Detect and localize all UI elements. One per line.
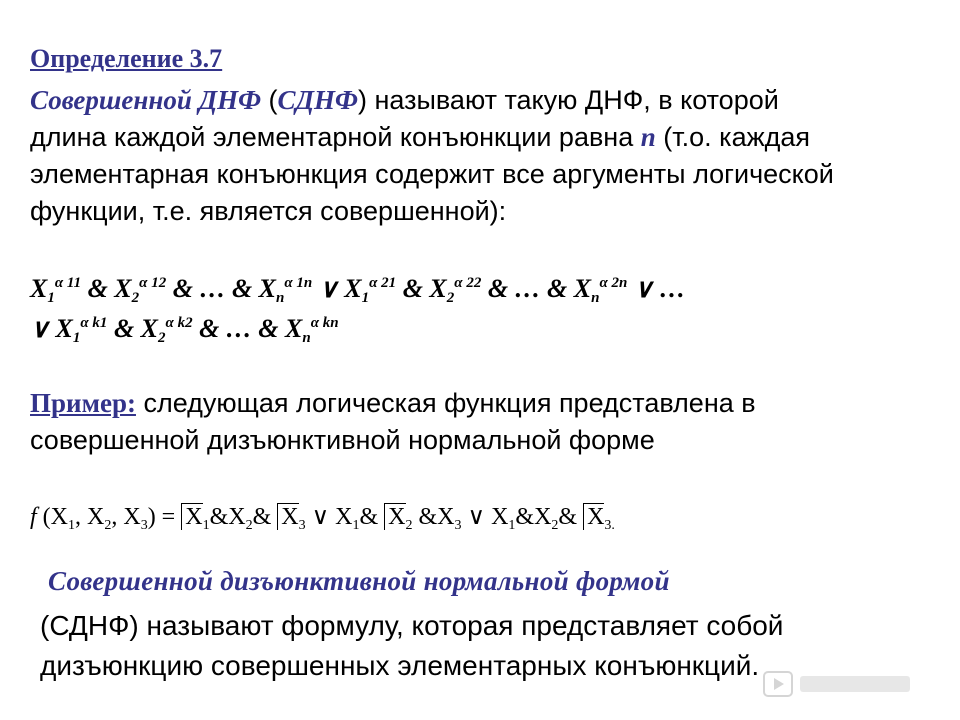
- definition-line-2-pre: длина каждой элементарной конъюнкции равна: [30, 122, 634, 152]
- negation-bar: X: [181, 503, 202, 530]
- conclusion-line-1: (СДНФ) называют формулу, которая представляет собой: [40, 610, 784, 641]
- conclusion-term: Совершенной дизъюнктивной нормальной формой: [48, 566, 670, 596]
- watermark-logo: [760, 666, 920, 702]
- example-line-1: [30, 385, 756, 422]
- function-formula: f ($X_1$, $X_2$, $X_3$) = $X_1\&X_2\&$ $X_3$ ∨ $X_1\&$ $X_2$ $\&X_3$ ∨ $X_1\&X_2\&$ $X_{3.}$: [30, 504, 615, 533]
- negation-bar: X: [583, 503, 604, 530]
- definition-line-2-post: (т.о. каждая: [663, 122, 811, 152]
- example-line-2: совершенной дизъюнктивной нормальной форме: [30, 425, 655, 455]
- abbr-close: ): [357, 85, 367, 115]
- definition-line-1-text: называют такую ДНФ, в которой: [374, 85, 779, 115]
- negation-bar: X: [277, 503, 298, 530]
- definition-heading: Определение 3.7: [30, 44, 223, 73]
- watermark-icon: [760, 666, 920, 702]
- definition-abbr: СДНФ: [277, 85, 358, 115]
- example-line-1-text: следующая логическая функция представлена в: [135, 388, 756, 418]
- example-label: Пример:: [30, 388, 136, 418]
- definition-line-1: [30, 82, 779, 119]
- general-formula-line-1: $X_1^{\alpha 11}$ & $X_2^{\alpha 12}$ & … & $X_n^{\alpha 1n}$ ∨ $X_1^{\alpha 21}$ & $X_2^{\alpha 22}$ & … & $X_n^{\alpha 2n}$ ∨ …: [30, 274, 686, 306]
- n-variable: n: [640, 122, 656, 152]
- definition-line-2: [30, 119, 810, 156]
- general-formula-line-2: ∨ $X_1^{\alpha k1}$ & $X_2^{\alpha k2}$ & … & $X_n^{\alpha kn}$: [30, 314, 339, 346]
- negation-bar: X: [384, 503, 405, 530]
- abbr-open: (: [268, 85, 278, 115]
- definition-line-4: функции, т.е. является совершенной):: [30, 196, 507, 226]
- conclusion-line-2: дизъюнкцию совершенных элементарных конъюнкций.: [40, 650, 760, 681]
- definition-term: Совершенной ДНФ: [30, 85, 262, 115]
- definition-line-3: элементарная конъюнкция содержит все аргументы логической: [30, 159, 834, 189]
